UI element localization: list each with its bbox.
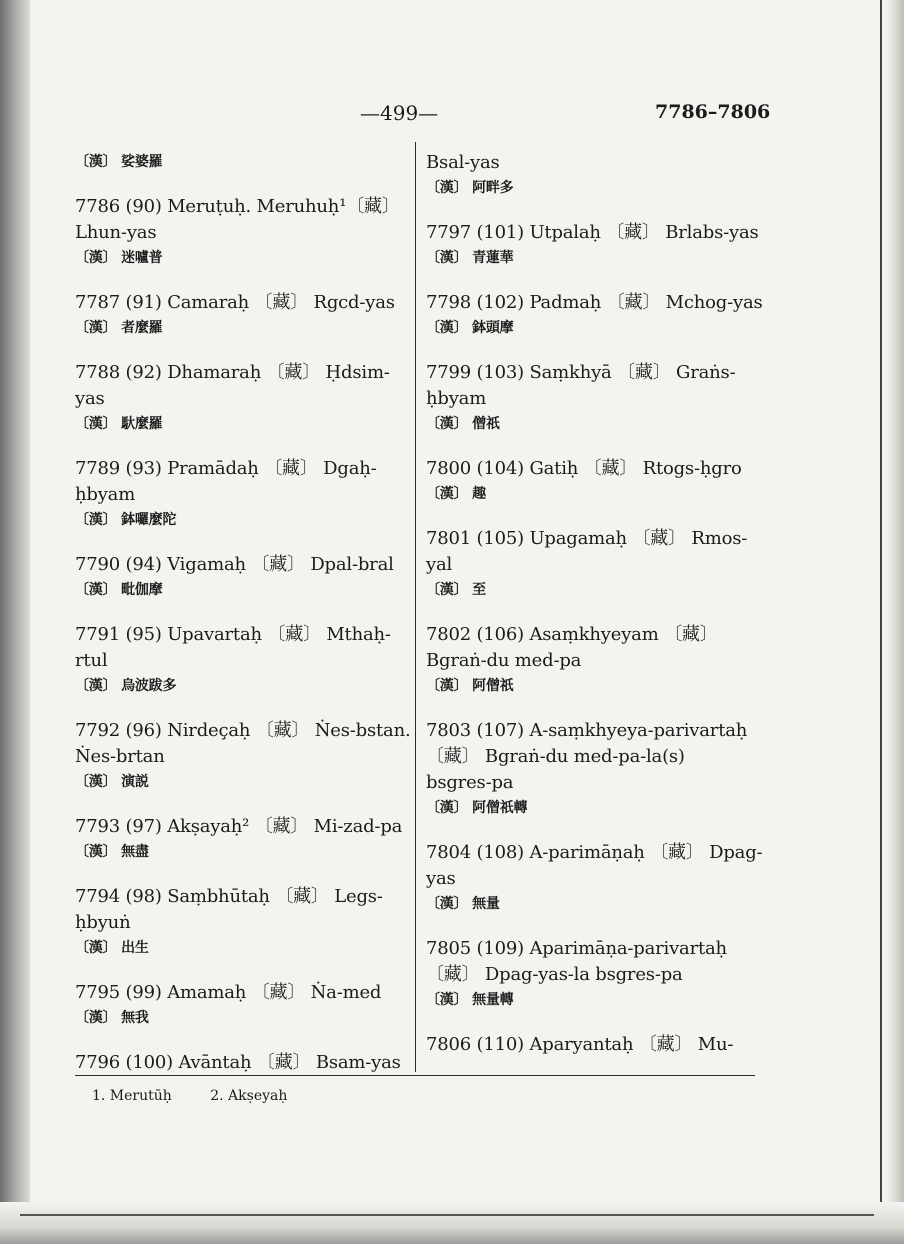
entry-line: Ṅes-brtan	[75, 746, 165, 767]
chinese-term-line: 〔漢〕 鉢頭摩	[426, 320, 514, 336]
chinese-term-line: 〔漢〕 無我	[75, 1010, 149, 1026]
entry-line: 7789 (93) Pramādaḥ 〔藏〕 Dgaḥ-	[75, 458, 377, 479]
left-column	[75, 150, 415, 1076]
chinese-term-line: 〔漢〕 演説	[75, 774, 149, 790]
page-header	[0, 101, 904, 131]
entry-line: yas	[426, 868, 456, 889]
entry-line: 〔藏〕 Dpag-yas-la bsgres-pa	[426, 964, 683, 985]
entry-line: 7801 (105) Upagamaḥ 〔藏〕 Rmos-	[426, 528, 748, 549]
chinese-term-line: 〔漢〕 無量轉	[426, 992, 514, 1008]
entry-line: 7805 (109) Aparimāṇa-parivartaḥ	[426, 938, 727, 959]
entry-line: ḥbyam	[75, 484, 136, 505]
entry-line: 7788 (92) Dhamaraḥ 〔藏〕 Ḥdsim-	[75, 362, 390, 383]
chinese-term-line: 〔漢〕 青蓮華	[426, 250, 514, 266]
entry-line: 7802 (106) Asaṃkhyeyam 〔藏〕	[426, 624, 718, 645]
chinese-term-line: 〔漢〕 馱麼羅	[75, 416, 163, 432]
chinese-term-line: 〔漢〕 毗伽摩	[75, 582, 163, 598]
entry-line: 7798 (102) Padmaḥ 〔藏〕 Mchog-yas	[426, 292, 763, 313]
entry-line: 7793 (97) Akṣayaḥ² 〔藏〕 Mi-zad-pa	[75, 816, 403, 837]
entry-line: 7804 (108) A-parimāṇaḥ 〔藏〕 Dpag-	[426, 842, 763, 863]
right-column	[426, 150, 763, 1058]
book-spine-shadow	[0, 0, 30, 1244]
chinese-term-line: 〔漢〕 鉢囉麼陀	[75, 512, 177, 528]
entry-line: 7791 (95) Upavartaḥ 〔藏〕 Mthaḥ-	[75, 624, 391, 645]
entry-line: 7790 (94) Vigamaḥ 〔藏〕 Dpal-bral	[75, 554, 394, 575]
footnote-rule	[75, 1075, 755, 1076]
chinese-term-line: 〔漢〕 迷嚧普	[75, 250, 163, 266]
entry-line: Lhun-yas	[75, 222, 157, 243]
entry-line: 7799 (103) Saṃkhyā 〔藏〕 Graṅs-	[426, 362, 736, 383]
entry-line: yal	[426, 554, 453, 575]
column-divider	[415, 142, 416, 1072]
footnotes	[92, 1088, 321, 1104]
entry-line: 7797 (101) Utpalaḥ 〔藏〕 Brlabs-yas	[426, 222, 759, 243]
entry-line: 7800 (104) Gatiḥ 〔藏〕 Rtogs-ḥgro	[426, 458, 742, 479]
entry-range: 7786–7806	[655, 101, 771, 123]
entry-line: 7794 (98) Saṃbhūtaḥ 〔藏〕 Legs-	[75, 886, 383, 907]
entry-line: 〔藏〕 Bgraṅ-du med-pa-la(s)	[426, 746, 685, 767]
chinese-term-line: 〔漢〕 阿畔多	[426, 180, 514, 196]
entry-line: Bsal-yas	[426, 152, 500, 173]
chinese-term-line: 〔漢〕 娑婆羅	[75, 154, 163, 170]
entry-line: yas	[75, 388, 105, 409]
chinese-term-line: 〔漢〕 阿僧祇轉	[426, 800, 528, 816]
entry-line: 7795 (99) Amamaḥ 〔藏〕 Ṅa-med	[75, 982, 382, 1003]
chinese-term-line: 〔漢〕 至	[426, 582, 486, 598]
entry-line: bsgres-pa	[426, 772, 514, 793]
entry-line: rtul	[75, 650, 108, 671]
entry-line: Bgraṅ-du med-pa	[426, 650, 582, 671]
entry-line: ḥbyam	[426, 388, 487, 409]
chinese-term-line: 〔漢〕 無盡	[75, 844, 149, 860]
page-number: —499—	[360, 101, 439, 125]
footnote-2: 2. Akṣeyaḥ	[210, 1088, 288, 1104]
chinese-term-line: 〔漢〕 阿僧祇	[426, 678, 514, 694]
entry-line: 7803 (107) A-saṃkhyeya-parivartaḥ	[426, 720, 748, 741]
page-bottom-edge	[0, 1202, 904, 1244]
chinese-term-line: 〔漢〕 僧祇	[426, 416, 500, 432]
page-right-edge	[864, 0, 904, 1244]
chinese-term-line: 〔漢〕 者麼羅	[75, 320, 163, 336]
chinese-term-line: 〔漢〕 無量	[426, 896, 500, 912]
chinese-term-line: 〔漢〕 趣	[426, 486, 486, 502]
entry-line: 7796 (100) Avāntaḥ 〔藏〕 Bsam-yas	[75, 1052, 401, 1073]
footnote-1: 1. Merutūḥ	[92, 1088, 172, 1104]
chinese-term-line: 〔漢〕 烏波跋多	[75, 678, 177, 694]
entry-line: ḥbyuṅ	[75, 912, 131, 933]
entry-line: 7806 (110) Aparyantaḥ 〔藏〕 Mu-	[426, 1034, 734, 1055]
entry-line: 7786 (90) Meruṭuḥ. Meruhuḥ¹〔藏〕	[75, 196, 400, 217]
entry-line: 7792 (96) Nirdeçaḥ 〔藏〕 Ṅes-bstan.	[75, 720, 411, 741]
entry-line: 7787 (91) Camaraḥ 〔藏〕 Rgcd-yas	[75, 292, 395, 313]
chinese-term-line: 〔漢〕 出生	[75, 940, 149, 956]
